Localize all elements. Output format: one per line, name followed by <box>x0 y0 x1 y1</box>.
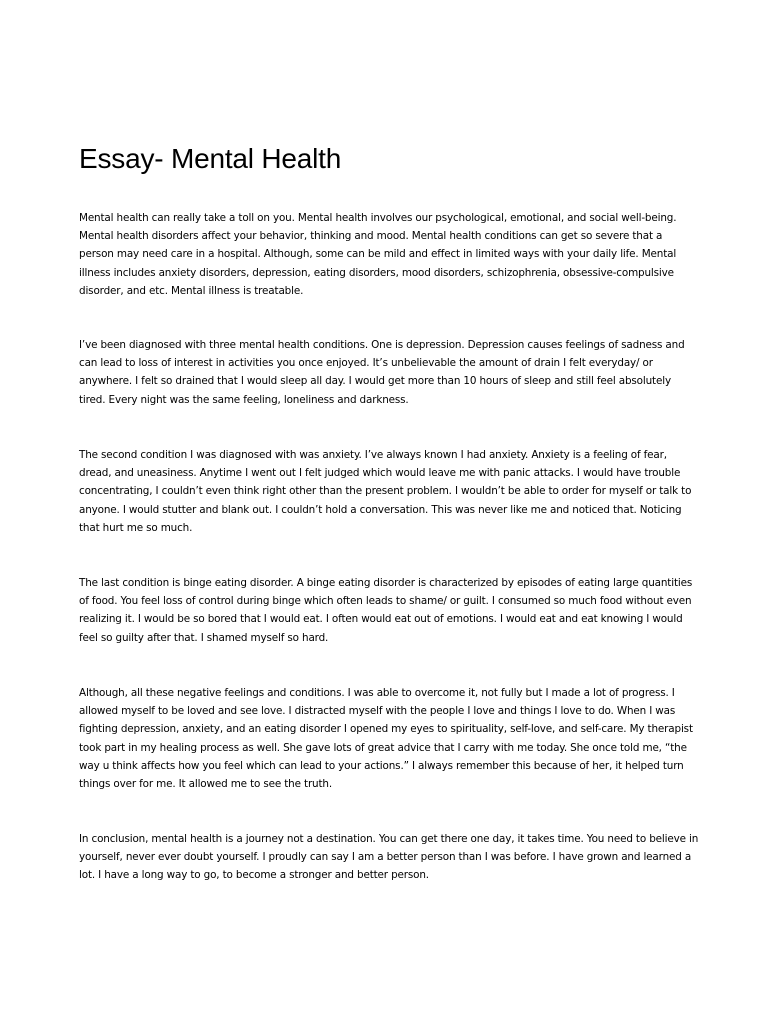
paragraph-anxiety: The second condition I was diagnosed with was anxiety. I’ve always known I had anxiety. Anxiety is a feeling of fear, dread, and uneasiness. Anytime I went out I felt judged which would leave me with panic attacks. I would have trouble concentrating, I couldn’t even think right other than the present problem. I wouldn’t be able to order for myself or talk to anyone. I would stutter and blank out. I couldn’t hold a conversation. This was never like me and noticed that. Noticing that hurt me so much. <box>79 449 692 534</box>
paragraph-depression: I’ve been diagnosed with three mental health conditions. One is depression. Depression causes feelings of sadness and can lead to loss of interest in activities you once enjoyed. It’s unbelievable the amount of drain I felt everyday/ or anywhere. I felt so drained that I would sleep all day. I would get more than 10 hours of sleep and still feel absolutely tired. Every night was the same feeling, loneliness and darkness. <box>79 339 685 406</box>
paragraph-binge-eating: The last condition is binge eating disorder. A binge eating disorder is characterized by episodes of eating large quantities of food. You feel loss of control during binge which often leads to shame/ or guilt. I consumed so much food without even realizing it. I would be so bored that I would eat. I often would eat out of emotions. I would eat and eat knowing I would feel so guilty after that. I shamed myself so hard. <box>79 577 693 644</box>
document-title: Essay- Mental Health <box>79 143 342 174</box>
paragraph-recovery: Although, all these negative feelings and conditions. I was able to overcome it, not fully but I made a lot of progress. I allowed myself to be loved and see love. I distracted myself with the people I love and things I love to do. When I was fighting depression, anxiety, and an eating disorder I opened my eyes to spirituality, self-love, and self-care. My therapist took part in my healing process as well. She gave lots of great advice that I carry with me today. She once told me, “the way u think affects how you feel which can lead to your actions.” I always remember this because of her, it helped turn things over for me. It allowed me to see the truth. <box>79 687 693 791</box>
paragraph-intro: Mental health can really take a toll on you. Mental health involves our psychological, emotional, and social well-being. Mental health disorders affect your behavior, thinking and mood. Mental health conditions can get so severe that a person may need care in a hospital. Although, some can be mild and effect in limited ways with your daily life. Mental illness includes anxiety disorders, depression, eating disorders, mood disorders, schizophrenia, obsessive-compulsive disorder, and etc. Mental illness is treatable. <box>79 212 677 297</box>
paragraph-conclusion: In conclusion, mental health is a journey not a destination. You can get there one day, it takes time. You need to believe in yourself, never ever doubt yourself. I proudly can say I am a better person than I was before. I have grown and learned a lot. I have a long way to go, to become a stronger and better person. <box>79 833 699 882</box>
